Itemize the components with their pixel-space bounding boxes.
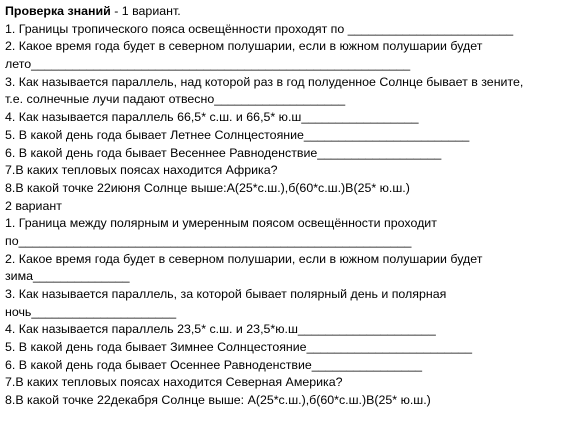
v2-q3-answer-line: ночь_____________________ <box>5 304 177 319</box>
v1-q5-line: 5. В какой день года бывает Летнее Солнцестояние________________________ <box>5 127 470 142</box>
v1-q3-line: 3. Как называется параллель, над которой раз в год полуденное Солнце бывает в зените, <box>5 74 524 89</box>
v2-q2-line: 2. Какое время года будет в северном полушарии, если в южном полушарии будет <box>5 251 483 266</box>
v1-q3-answer-line: т.е. солнечные лучи падают отвесно___________________ <box>5 92 346 107</box>
v1-q7-line: 7.В каких тепловых поясах находится Африка? <box>5 163 278 178</box>
v1-q4-line: 4. Как называется параллель 66,5* с.ш. и 66,5* ю.ш_________________ <box>5 110 419 125</box>
v1-q2-answer-line: лето_______________________________________________________ <box>5 57 411 72</box>
quiz-document <box>5 3 571 410</box>
v1-q2-line: 2. Какое время года будет в северном полушарии, если в южном полушарии будет <box>5 39 483 54</box>
v2-q4-line: 4. Как называется параллель 23,5* с.ш. и 23,5*ю.ш____________________ <box>5 322 436 337</box>
v1-q6-line: 6. В какой день года бывает Весеннее Равноденствие__________________ <box>5 145 442 160</box>
v2-q3-line: 3. Как называется параллель, за которой бывает полярный день и полярная <box>5 287 447 301</box>
title-bold: Проверка знаний <box>5 4 111 18</box>
v2-q6-line: 6. В какой день года бывает Осеннее Равноденствие________________ <box>5 357 423 372</box>
v2-q1-answer-line: по_________________________________________________________ <box>5 233 412 248</box>
v2-q8-line: 8.В какой точке 22декабря Солнце выше: А(25*с.ш.),б(60*с.ш.)В(25* ю.ш.) <box>5 393 431 408</box>
v1-q8-line: 8.В какой точке 22июня Солнце выше:А(25*с.ш.),б(60*с.ш.)В(25* ю.ш.) <box>5 180 410 195</box>
v2-q5-line: 5. В какой день года бывает Зимнее Солнцестояние________________________ <box>5 340 472 355</box>
v1-q1-line: 1. Границы тропического пояса освещённости проходят по ________________________ <box>5 21 514 36</box>
title-variant: - 1 вариант. <box>110 4 181 18</box>
title-line <box>5 3 571 21</box>
variant-2-heading: 2 вариант <box>5 198 62 213</box>
v2-q2-answer-line: зима______________ <box>5 269 130 284</box>
v2-q7-line: 7.В каких тепловых поясах находится Северная Америка? <box>5 375 343 390</box>
v2-q1-line: 1. Граница между полярным и умеренным поясом освещённости проходит <box>5 216 437 231</box>
